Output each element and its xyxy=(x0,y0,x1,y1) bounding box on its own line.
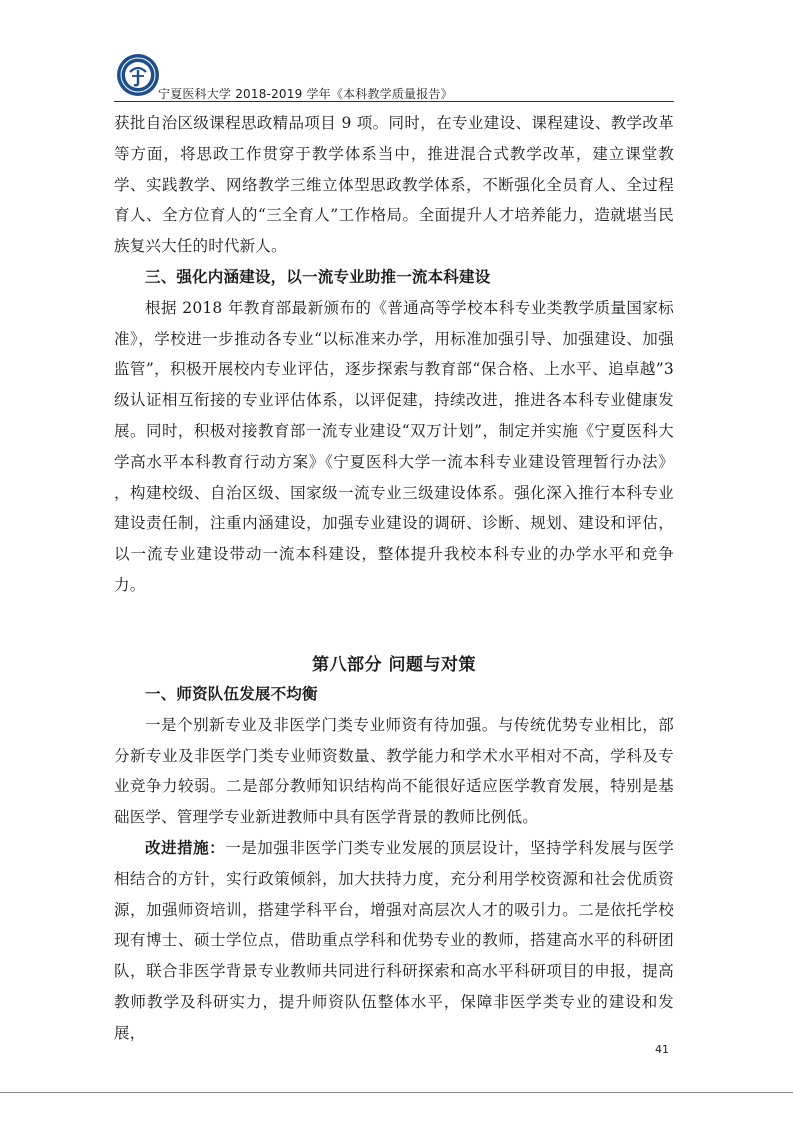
measures-text: 一是加强非医学门类专业发展的顶层设计，坚持学科发展与医学相结合的方针，实行政策倾斜，加大扶持力度，充分利用学校资源和社会优质资源，加强师资培训，搭建学科平台，增强对高层次人才的吸引力。二是依托学校现有博士、硕士学位点，借助重点学科和优势专业的教师，搭建高水平的科研团队，联合非医学背景专业教师共同进行科研探索和高水平科研项目的申报，提高教师教学及科研实力，提升师资队伍整体水平，保障非医学类专业的建设和发展， xyxy=(114,838,674,1042)
measures-paragraph xyxy=(114,833,674,1049)
section-heading: 一、师资队伍发展不均衡 xyxy=(145,685,318,703)
main-content xyxy=(114,108,674,601)
header-divider xyxy=(114,101,674,102)
body-paragraph: 根据 2018 年教育部最新颁布的《普通高等学校本科专业类教学质量国家标准》，学校进一步推动各专业“以标准来办学，用标准加强引导、加强建设、加强监管”，积极开展校内专业评估，逐步探索与教育部“保合格、上水平、追卓越”3级认证相互衔接的专业评估体系，以评促建，持续改进，推进各本科专业健康发展。同时，积极对接教育部一流专业建设“双万计划”，制定并实施《宁夏医科大学高水平本科教育行动方案》《宁夏医科大学一流本科专业建设管理暂行办法》 ，构建校级、自治区级、国家级一流专业三级建设体系。强化深入推行本科专业建设责任制，注重内涵建设，加强专业建设的调研、诊断、规划、建设和评估，以一流专业建设带动一流本科建设，整体提升我校本科专业的办学水平和竞争力。 xyxy=(114,298,674,594)
section-heading: 三、强化内涵建设，以一流专业助推一流本科建设 xyxy=(145,267,491,286)
part-content xyxy=(114,679,674,1049)
measures-label: 改进措施： xyxy=(145,838,226,857)
report-header-title: 宁夏医科大学 2018-2019 学年《本科教学质量报告》 xyxy=(158,87,453,101)
body-paragraph: 获批自治区级课程思政精品项目 9 项。同时，在专业建设、课程建设、教学改革等方面，将思政工作贯穿于教学体系当中，推进混合式教学改革，建立课堂教学、实践教学、网络教学三维立体型思政教学体系，不断强化全员育人、全过程育人、全方位育人的“三全育人”工作格局。全面提升人才培养能力，造就堪当民族复兴大任的时代新人。 xyxy=(114,114,674,256)
page-number: 41 xyxy=(655,1043,669,1056)
body-paragraph: 一是个别新专业及非医学门类专业师资有待加强。与传统优势专业相比，部分新专业及非医学门类专业师资数量、教学能力和学术水平相对不高，学科及专业竞争力较弱。二是部分教师知识结构尚不能很好适应医学教育发展，特别是基础医学、管理学专业新进教师中具有医学背景的教师比例低。 xyxy=(114,715,674,827)
part-title: 第八部分 问题与对策 xyxy=(312,655,476,675)
page-header xyxy=(115,52,675,104)
footer-divider xyxy=(0,1092,793,1093)
